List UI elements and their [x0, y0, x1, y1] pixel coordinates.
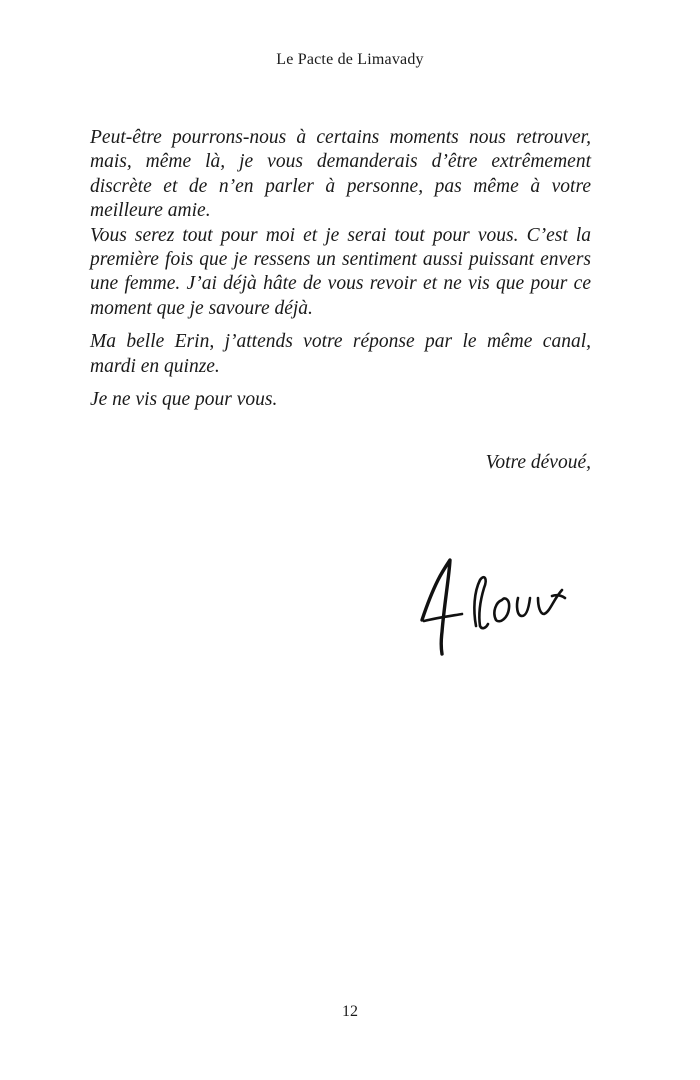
handwritten-signature: [412, 548, 572, 660]
signature-drawing: [412, 548, 572, 660]
paragraph-1: Peut-être pourrons-nous à certains moments nous retrouver, mais, même là, je vous demanderais d’être extrêmement discrète et de n’en parler à personne, pas même à votre meilleure amie.: [90, 127, 591, 222]
paragraph-4: Je ne vis que pour vous.: [90, 389, 278, 411]
paragraph-3: Ma belle Erin, j’attends votre réponse par le même canal, mardi en quinze.: [90, 331, 591, 377]
closing-line: Votre dévoué,: [485, 452, 591, 473]
running-header: Le Pacte de Limavady: [276, 51, 424, 68]
letter-body: [90, 126, 591, 412]
paragraph-2: Vous serez tout pour moi et je serai tout pour vous. C’est la première fois que je ressens un sentiment aussi puissant envers une femme. J’ai déjà hâte de vous revoir et ne vis que pour ce moment que je savoure déjà.: [90, 224, 591, 319]
page-number: 12: [342, 1003, 358, 1020]
